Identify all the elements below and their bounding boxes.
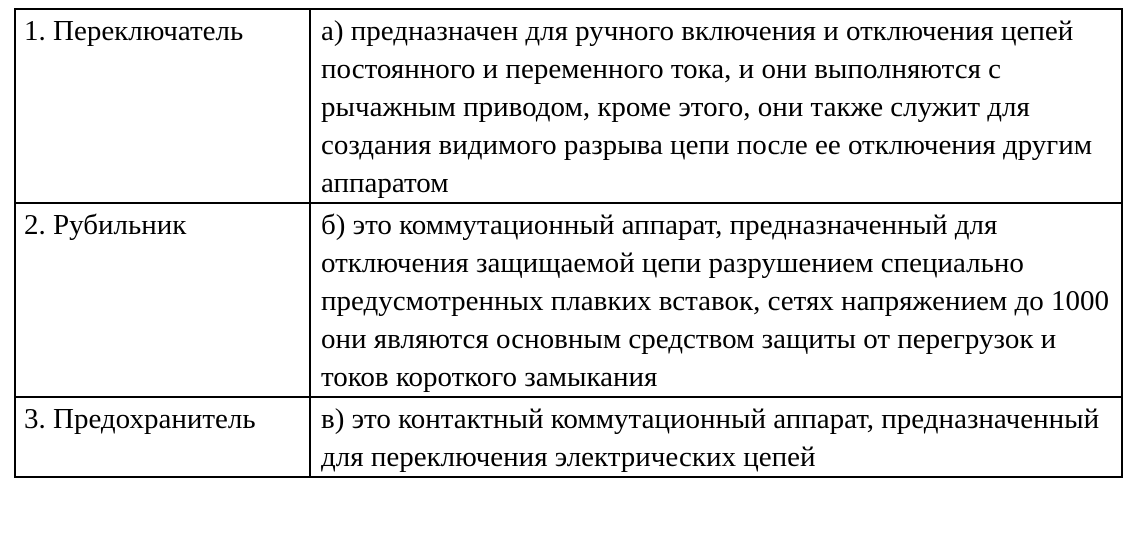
matching-table	[14, 8, 1123, 478]
table-row	[15, 203, 1122, 397]
table-row	[15, 9, 1122, 203]
definition-cell: в) это контактный коммутационный аппарат, предназначенный для переключения электрических цепей	[310, 397, 1122, 477]
definition-cell: б) это коммутационный аппарат, предназначенный для отключения защищаемой цепи разрушением специально предусмотренных плавких вставок, сетях напряжением до 1000 они являются основным средством защиты от перегрузок и токов короткого замыкания	[310, 203, 1122, 397]
term-cell: 2. Рубильник	[15, 203, 310, 397]
term-cell: 1. Переключатель	[15, 9, 310, 203]
definition-cell: а) предназначен для ручного включения и отключения цепей постоянного и переменного тока, и они выполняются с рычажным приводом, кроме этого, они также служит для создания видимого разрыва цепи после ее отключения другим аппаратом	[310, 9, 1122, 203]
term-cell: 3. Предохранитель	[15, 397, 310, 477]
table-row	[15, 397, 1122, 477]
